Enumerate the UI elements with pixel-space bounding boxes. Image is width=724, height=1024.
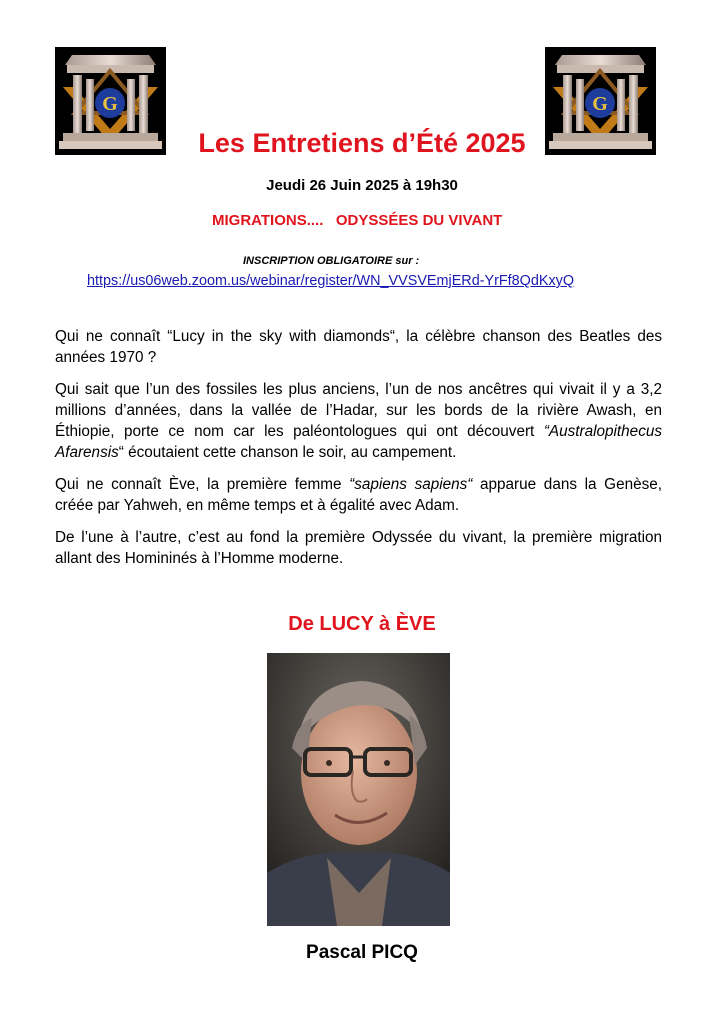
speaker-portrait <box>267 653 450 926</box>
page-title: Les Entretiens d’Été 2025 <box>198 128 526 158</box>
inscription-label: INSCRIPTION OBLIGATOIRE sur : <box>243 255 420 267</box>
svg-text:G: G <box>592 93 608 115</box>
svg-text:G: G <box>102 93 118 115</box>
paragraph-fossil-part-2: “ écoutaient cette chanson le soir, au campement. <box>118 444 457 461</box>
event-theme: MIGRATIONS.... ODYSSÉES DU VIVANT <box>212 212 503 229</box>
paragraph-lucy-song: Qui ne connaît “Lucy in the sky with diamonds“, la célèbre chanson des Beatles des années 1970 ? <box>55 328 662 366</box>
speaker-photo-icon <box>267 653 450 926</box>
paragraph-eve-part-1: Qui ne connaît Ève, la première femme <box>55 476 350 493</box>
species-name: “Australopithecus Afarensis <box>55 423 662 461</box>
paragraph-fossil-part-1: Qui sait que l’un des fossiles les plus anciens, l’un de nos ancêtres qui vivait il y a 3,2 millions d’années, dans la vallée de l’Hadar, sur les bords de la rivière Awash, en Éthiopie, porte ce nom car les paléontologues qui ont découvert <box>55 381 662 440</box>
talk-title: De LUCY à ÈVE <box>288 613 436 635</box>
event-date: Jeudi 26 Juin 2025 à 19h30 <box>266 177 458 194</box>
registration-link[interactable]: https://us06web.zoom.us/webinar/register/WN_VVSVEmjERd-YrFf8QdKxyQ <box>87 273 575 289</box>
paragraph-eve-part-2: apparue dans la Genèse, créée par Yahweh, en même temps et à égalité avec Adam. <box>55 476 662 514</box>
paragraph-fossil <box>55 379 662 463</box>
paragraph-eve <box>55 474 662 516</box>
sapiens-term: “sapiens sapiens“ <box>349 476 473 493</box>
paragraph-odyssey: De l’une à l’autre, c’est au fond la première Odyssée du vivant, la première migration allant des Homininés à l’Homme moderne. <box>55 529 662 567</box>
description-text <box>55 326 662 580</box>
speaker-name: Pascal PICQ <box>306 942 418 963</box>
